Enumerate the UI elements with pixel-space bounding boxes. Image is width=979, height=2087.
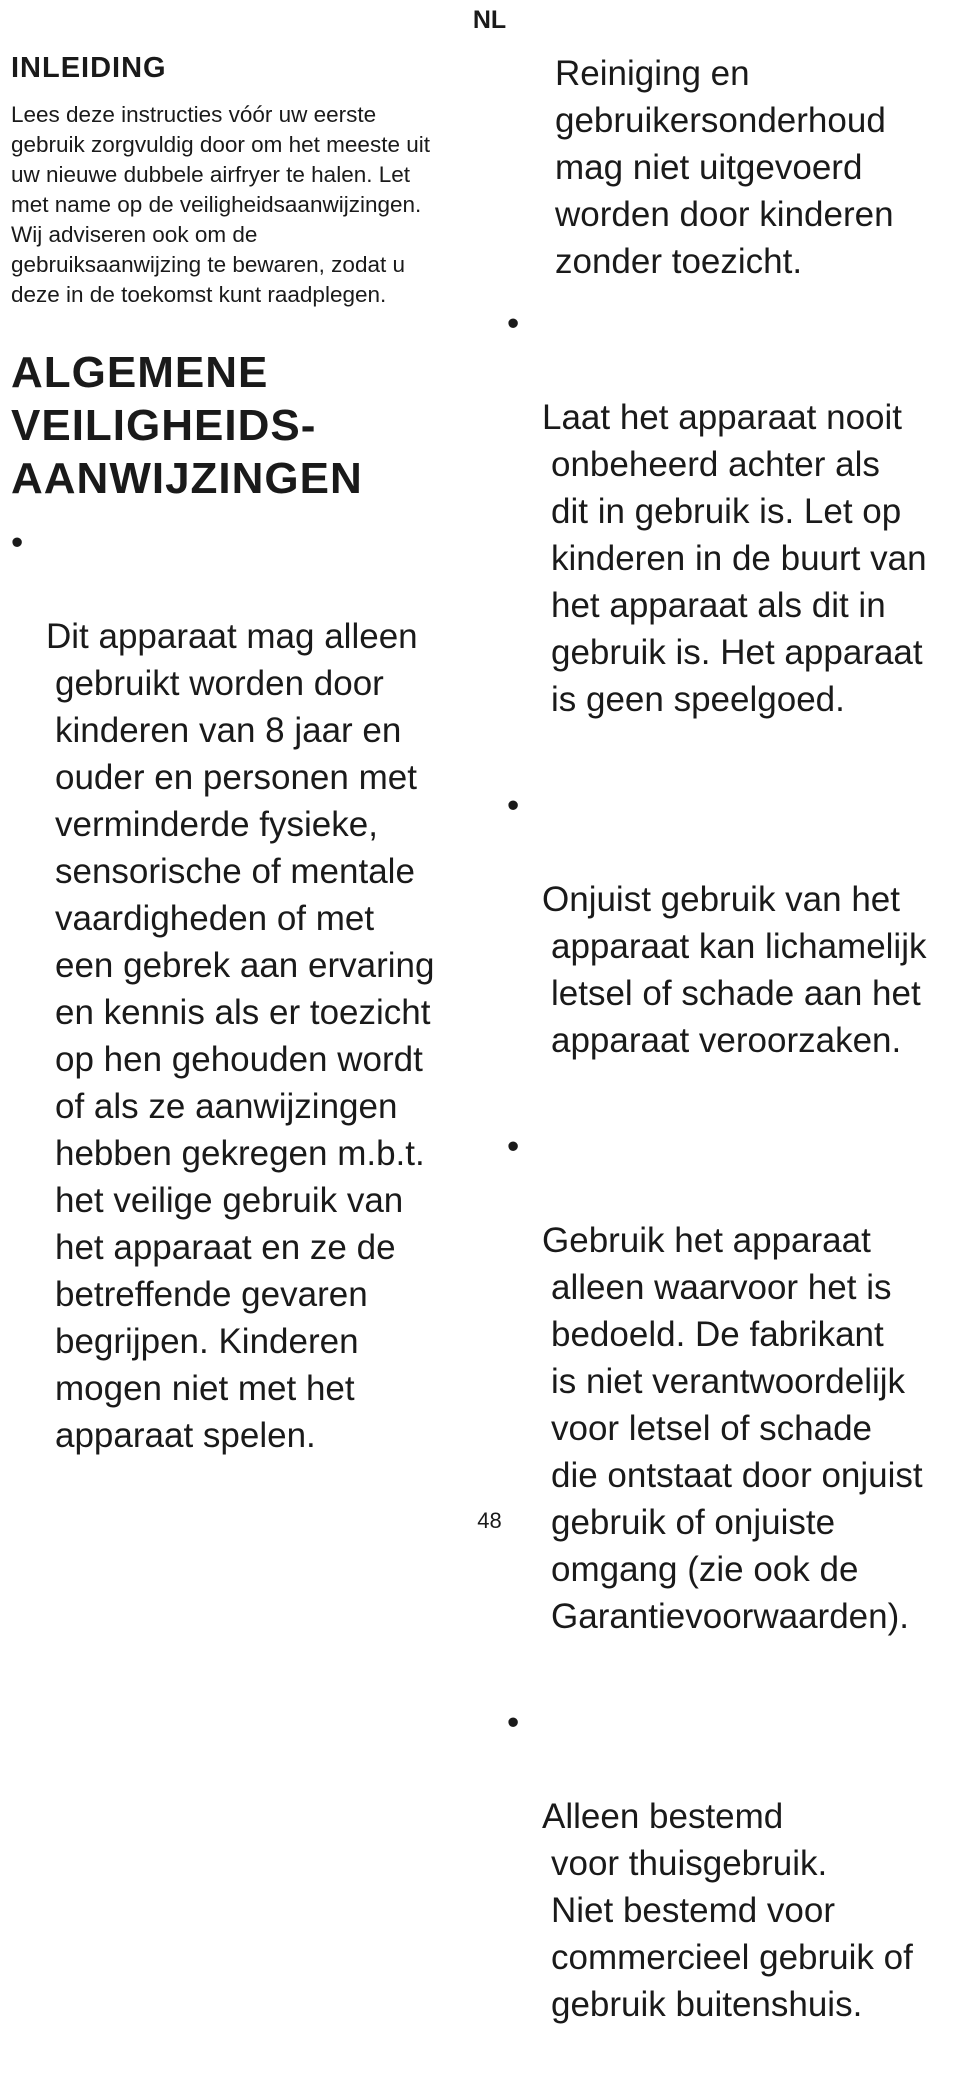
- list-item-text: Alleen bestemd voor thuisgebruik. Niet bestemd voor commercieel gebruik of gebruik buitenshuis.: [542, 1797, 913, 2024]
- bullet-icon: •: [11, 523, 24, 562]
- safety-heading: ALGEMENE VEILIGHEIDS- AANWIJZINGEN: [11, 348, 363, 503]
- bullet-icon: •: [507, 1127, 520, 1166]
- list-item-text: Laat het apparaat nooit onbeheerd achter als dit in gebruik is. Let op kinderen in de buurt van het apparaat als dit in gebruik is. Het apparaat is geen speelgoed.: [542, 398, 927, 719]
- safety-list-left: [11, 519, 486, 1506]
- list-item: [11, 519, 486, 1506]
- page-number: 48: [477, 1508, 502, 1533]
- list-item-text: Gebruik het apparaat alleen waarvoor het is bedoeld. De fabrikant is niet verantwoordelijk voor letsel of schade die ontstaat door onjuist gebruik of onjuiste omgang (zie ook de Garantievoorwaarden).: [542, 1221, 923, 1636]
- list-item-continuation: Reiniging en gebruikersonderhoud mag niet uitgevoerd worden door kinderen zonder toezicht.: [555, 54, 894, 281]
- bullet-icon: •: [507, 304, 520, 343]
- bullet-icon: •: [507, 786, 520, 825]
- list-item: [507, 1123, 977, 1687]
- list-item: [507, 782, 977, 1111]
- intro-heading: INLEIDING: [11, 52, 167, 84]
- left-column: [11, 50, 486, 1506]
- intro-text: Lees deze instructies vóór uw eerste gebruik zorgvuldig door om het meeste uit uw nieuwe dubbele airfryer te halen. Let met name op de veiligheidsaanwijzingen. Wij adviseren ook om de gebruiksaanwijzing te bewaren, zodat u deze in de toekomst kunt raadplegen.: [11, 102, 430, 307]
- right-column: [507, 50, 977, 2087]
- list-item: [507, 1699, 977, 2075]
- bullet-icon: •: [507, 1703, 520, 1742]
- list-item-text: Dit apparaat mag alleen gebruikt worden door kinderen van 8 jaar en ouder en personen met verminderde fysieke, sensorische of mentale vaardigheden of met een gebrek aan ervaring en kennis als er toezicht op hen gehouden wordt of als ze aanwijzingen hebben gekregen m.b.t. het veilige gebruik van het apparaat en ze de betreffende gevaren begrijpen. Kinderen mogen niet met het apparaat spelen.: [46, 617, 435, 1455]
- list-item: [507, 300, 977, 770]
- list-item-text: Onjuist gebruik van het apparaat kan lichamelijk letsel of schade aan het apparaat veroorzaken.: [542, 880, 927, 1060]
- safety-list-right: [507, 300, 977, 2075]
- language-tag: NL: [472, 6, 507, 34]
